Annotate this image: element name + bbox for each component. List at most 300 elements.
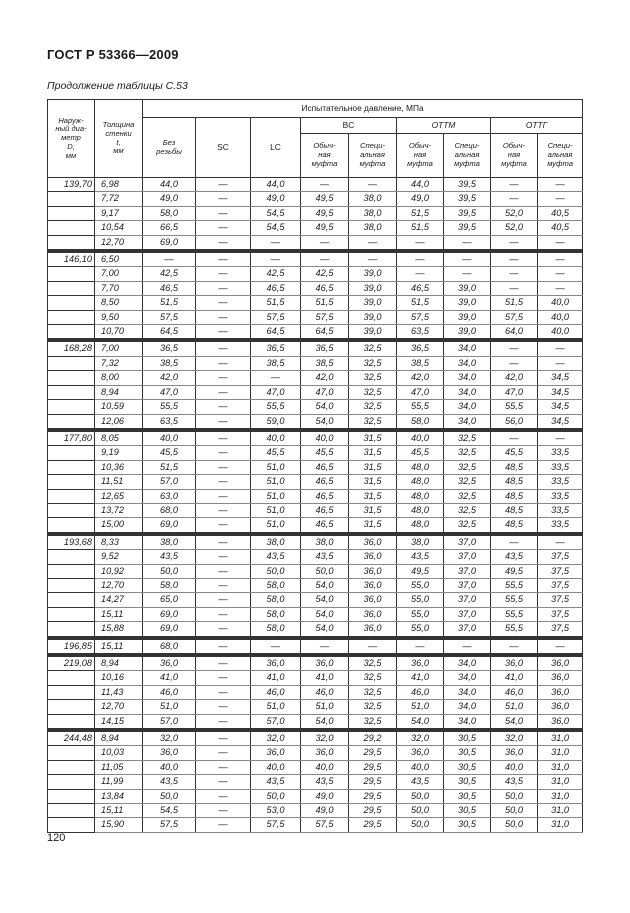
cell-wall-thickness: 11,05 <box>95 760 143 774</box>
cell-ottg-regular: 55,5 <box>491 578 538 592</box>
cell-wall-thickness: 12,70 <box>95 578 143 592</box>
cell-no-thread: 57,5 <box>143 310 196 324</box>
cell-wall-thickness: 10,03 <box>95 746 143 760</box>
cell-bc-special: 29,5 <box>349 804 397 818</box>
cell-ottg-special: — <box>538 638 583 655</box>
cell-ottm-regular: 51,5 <box>397 206 444 220</box>
cell-ottm-regular: 40,0 <box>397 430 444 446</box>
cell-ottg-special: 37,5 <box>538 622 583 638</box>
table-row <box>48 310 583 324</box>
header-outer-diameter: Наруж- ный диа- метр D, мм <box>48 100 95 178</box>
cell-ottm-regular: 36,0 <box>397 746 444 760</box>
cell-wall-thickness: 8,05 <box>95 430 143 446</box>
cell-ottm-regular: 40,0 <box>397 760 444 774</box>
table-row <box>48 804 583 818</box>
cell-ottg-regular: 48,5 <box>491 475 538 489</box>
cell-ottg-special: 36,0 <box>538 655 583 671</box>
cell-ottg-regular: — <box>491 192 538 206</box>
cell-bc-regular: 46,5 <box>301 518 349 534</box>
header-ottg-special: Специ- альная муфта <box>538 134 583 178</box>
header-bc-special: Специ- альная муфта <box>349 134 397 178</box>
cell-bc-special: 32,5 <box>349 340 397 356</box>
cell-outer-diameter <box>48 356 95 370</box>
cell-ottm-regular: — <box>397 251 444 267</box>
cell-ottm-special: — <box>444 267 491 281</box>
table-row <box>48 503 583 517</box>
header-bc-regular: Обыч- ная муфта <box>301 134 349 178</box>
cell-ottg-regular: 41,0 <box>491 671 538 685</box>
cell-sc: — <box>196 746 251 760</box>
cell-bc-special: — <box>349 178 397 192</box>
cell-outer-diameter <box>48 325 95 341</box>
cell-ottg-special: 37,5 <box>538 550 583 564</box>
cell-bc-special: 32,5 <box>349 700 397 714</box>
cell-wall-thickness: 7,00 <box>95 267 143 281</box>
cell-sc: — <box>196 789 251 803</box>
cell-ottg-special: 40,0 <box>538 310 583 324</box>
page-number: 120 <box>47 832 66 844</box>
table-row <box>48 622 583 638</box>
cell-ottm-regular: 43,5 <box>397 550 444 564</box>
cell-bc-special: 36,0 <box>349 607 397 621</box>
cell-bc-special: 39,0 <box>349 296 397 310</box>
cell-ottg-regular: 50,0 <box>491 818 538 832</box>
cell-ottg-regular: 32,0 <box>491 730 538 746</box>
cell-ottm-special: 34,0 <box>444 685 491 699</box>
cell-wall-thickness: 10,36 <box>95 460 143 474</box>
cell-ottm-special: 34,0 <box>444 671 491 685</box>
table-row <box>48 564 583 578</box>
cell-no-thread: 69,0 <box>143 622 196 638</box>
cell-bc-regular: 46,5 <box>301 281 349 295</box>
cell-lc: 36,0 <box>251 655 301 671</box>
cell-lc: — <box>251 638 301 655</box>
cell-ottg-special: 34,5 <box>538 400 583 414</box>
cell-no-thread: 57,0 <box>143 475 196 489</box>
cell-ottg-special: 31,0 <box>538 775 583 789</box>
cell-outer-diameter <box>48 714 95 730</box>
cell-no-thread: 36,0 <box>143 655 196 671</box>
header-bc: BC <box>301 118 397 134</box>
cell-ottm-regular: 36,0 <box>397 655 444 671</box>
cell-bc-special: 36,0 <box>349 593 397 607</box>
cell-ottm-regular: 38,5 <box>397 356 444 370</box>
cell-sc: — <box>196 206 251 220</box>
cell-lc: 40,0 <box>251 760 301 774</box>
cell-wall-thickness: 12,70 <box>95 235 143 251</box>
cell-bc-regular: 54,0 <box>301 593 349 607</box>
cell-sc: — <box>196 460 251 474</box>
cell-bc-regular: 43,5 <box>301 550 349 564</box>
table-row <box>48 671 583 685</box>
cell-bc-regular: — <box>301 178 349 192</box>
cell-no-thread: 45,5 <box>143 446 196 460</box>
cell-ottg-regular: 52,0 <box>491 206 538 220</box>
cell-no-thread: 43,5 <box>143 550 196 564</box>
cell-ottg-special: 37,5 <box>538 578 583 592</box>
cell-ottm-special: — <box>444 251 491 267</box>
document-standard-title: ГОСТ Р 53366—2009 <box>47 47 179 62</box>
cell-sc: — <box>196 475 251 489</box>
cell-ottm-special: 39,0 <box>444 325 491 341</box>
cell-ottg-regular: 40,0 <box>491 760 538 774</box>
cell-bc-regular: 43,5 <box>301 775 349 789</box>
cell-sc: — <box>196 221 251 235</box>
cell-outer-diameter <box>48 235 95 251</box>
cell-ottg-regular: 42,0 <box>491 371 538 385</box>
cell-no-thread: 66,5 <box>143 221 196 235</box>
cell-ottm-special: 30,5 <box>444 775 491 789</box>
cell-wall-thickness: 14,27 <box>95 593 143 607</box>
cell-ottg-regular: 48,5 <box>491 460 538 474</box>
cell-ottm-special: 37,0 <box>444 550 491 564</box>
cell-ottg-special: — <box>538 356 583 370</box>
cell-sc: — <box>196 489 251 503</box>
cell-lc: 32,0 <box>251 730 301 746</box>
cell-outer-diameter <box>48 192 95 206</box>
cell-no-thread: 57,0 <box>143 714 196 730</box>
cell-lc: 54,5 <box>251 221 301 235</box>
cell-ottg-regular: 56,0 <box>491 414 538 430</box>
cell-lc: 36,5 <box>251 340 301 356</box>
cell-ottg-special: 40,5 <box>538 221 583 235</box>
cell-wall-thickness: 7,72 <box>95 192 143 206</box>
cell-sc: — <box>196 607 251 621</box>
cell-lc: 51,0 <box>251 503 301 517</box>
cell-ottm-special: 34,0 <box>444 414 491 430</box>
cell-no-thread: 40,0 <box>143 760 196 774</box>
cell-bc-special: 39,0 <box>349 310 397 324</box>
cell-bc-special: 32,5 <box>349 655 397 671</box>
cell-wall-thickness: 15,11 <box>95 638 143 655</box>
table-row <box>48 685 583 699</box>
cell-ottm-regular: 51,5 <box>397 296 444 310</box>
cell-ottm-regular: 50,0 <box>397 818 444 832</box>
cell-ottm-special: 37,0 <box>444 578 491 592</box>
cell-ottm-special: 37,0 <box>444 534 491 550</box>
table-row <box>48 296 583 310</box>
cell-wall-thickness: 7,00 <box>95 340 143 356</box>
cell-outer-diameter <box>48 607 95 621</box>
table-row <box>48 267 583 281</box>
cell-ottg-regular: 45,5 <box>491 446 538 460</box>
cell-no-thread: 40,0 <box>143 430 196 446</box>
cell-sc: — <box>196 235 251 251</box>
cell-sc: — <box>196 714 251 730</box>
cell-ottm-regular: 54,0 <box>397 714 444 730</box>
cell-ottg-special: 33,5 <box>538 489 583 503</box>
cell-ottg-special: 33,5 <box>538 446 583 460</box>
cell-bc-special: 29,2 <box>349 730 397 746</box>
cell-sc: — <box>196 281 251 295</box>
cell-no-thread: 42,0 <box>143 371 196 385</box>
cell-bc-regular: 54,0 <box>301 607 349 621</box>
cell-outer-diameter <box>48 414 95 430</box>
cell-bc-regular: 46,0 <box>301 685 349 699</box>
cell-ottg-regular: 36,0 <box>491 746 538 760</box>
cell-ottm-special: 34,0 <box>444 356 491 370</box>
table-row <box>48 430 583 446</box>
cell-wall-thickness: 9,52 <box>95 550 143 564</box>
cell-ottg-special: 31,0 <box>538 818 583 832</box>
cell-ottm-special: 34,0 <box>444 700 491 714</box>
cell-bc-regular: 45,5 <box>301 446 349 460</box>
cell-bc-regular: 47,0 <box>301 385 349 399</box>
cell-lc: 38,0 <box>251 534 301 550</box>
cell-ottm-regular: — <box>397 638 444 655</box>
cell-ottm-special: 34,0 <box>444 400 491 414</box>
cell-wall-thickness: 10,70 <box>95 325 143 341</box>
cell-wall-thickness: 15,00 <box>95 518 143 534</box>
cell-lc: 51,5 <box>251 296 301 310</box>
cell-ottg-special: 40,5 <box>538 206 583 220</box>
cell-ottg-regular: — <box>491 251 538 267</box>
cell-wall-thickness: 7,70 <box>95 281 143 295</box>
cell-wall-thickness: 14,15 <box>95 714 143 730</box>
cell-no-thread: 58,0 <box>143 578 196 592</box>
cell-ottm-special: 32,5 <box>444 489 491 503</box>
cell-lc: 57,5 <box>251 818 301 832</box>
cell-wall-thickness: 15,11 <box>95 607 143 621</box>
cell-bc-special: 32,5 <box>349 356 397 370</box>
cell-no-thread: 51,5 <box>143 460 196 474</box>
cell-ottg-special: 34,5 <box>538 385 583 399</box>
cell-outer-diameter: 219,08 <box>48 655 95 671</box>
cell-bc-regular: 57,5 <box>301 310 349 324</box>
cell-outer-diameter: 244,48 <box>48 730 95 746</box>
cell-bc-regular: 54,0 <box>301 622 349 638</box>
cell-ottg-special: — <box>538 281 583 295</box>
cell-sc: — <box>196 818 251 832</box>
cell-lc: 59,0 <box>251 414 301 430</box>
cell-bc-special: 31,5 <box>349 489 397 503</box>
cell-no-thread: 47,0 <box>143 385 196 399</box>
cell-bc-regular: 46,5 <box>301 460 349 474</box>
cell-outer-diameter <box>48 760 95 774</box>
cell-bc-special: 32,5 <box>349 714 397 730</box>
cell-no-thread: 68,0 <box>143 638 196 655</box>
cell-ottm-regular: 44,0 <box>397 178 444 192</box>
cell-sc: — <box>196 775 251 789</box>
header-ottg-regular: Обыч- ная муфта <box>491 134 538 178</box>
cell-bc-regular: 54,0 <box>301 578 349 592</box>
cell-outer-diameter: 177,80 <box>48 430 95 446</box>
cell-ottm-special: 30,5 <box>444 789 491 803</box>
header-test-pressure: Испытательное давление, МПа <box>143 100 583 118</box>
table-row <box>48 235 583 251</box>
cell-bc-special: — <box>349 638 397 655</box>
table-row <box>48 714 583 730</box>
cell-ottg-special: 31,0 <box>538 789 583 803</box>
cell-sc: — <box>196 296 251 310</box>
table-row <box>48 730 583 746</box>
cell-ottm-regular: — <box>397 235 444 251</box>
cell-sc: — <box>196 685 251 699</box>
cell-bc-regular: — <box>301 638 349 655</box>
cell-lc: 41,0 <box>251 671 301 685</box>
cell-lc: 51,0 <box>251 700 301 714</box>
cell-ottm-regular: 43,5 <box>397 775 444 789</box>
table-row <box>48 446 583 460</box>
cell-ottg-regular: — <box>491 638 538 655</box>
cell-bc-special: — <box>349 251 397 267</box>
cell-bc-special: 32,5 <box>349 685 397 699</box>
cell-wall-thickness: 10,92 <box>95 564 143 578</box>
cell-bc-regular: 54,0 <box>301 714 349 730</box>
cell-bc-special: 31,5 <box>349 475 397 489</box>
cell-sc: — <box>196 385 251 399</box>
cell-ottm-regular: 38,0 <box>397 534 444 550</box>
table-row <box>48 371 583 385</box>
cell-lc: 53,0 <box>251 804 301 818</box>
cell-ottm-regular: 55,0 <box>397 578 444 592</box>
cell-lc: 40,0 <box>251 430 301 446</box>
cell-bc-regular: 41,0 <box>301 671 349 685</box>
cell-ottg-regular: 43,5 <box>491 775 538 789</box>
cell-wall-thickness: 11,51 <box>95 475 143 489</box>
cell-wall-thickness: 7,32 <box>95 356 143 370</box>
cell-no-thread: 32,0 <box>143 730 196 746</box>
cell-ottg-regular: 36,0 <box>491 655 538 671</box>
cell-sc: — <box>196 518 251 534</box>
cell-wall-thickness: 6,50 <box>95 251 143 267</box>
cell-bc-special: 38,0 <box>349 221 397 235</box>
cell-no-thread: 49,0 <box>143 192 196 206</box>
table-row <box>48 578 583 592</box>
cell-lc: 50,0 <box>251 789 301 803</box>
table-row <box>48 760 583 774</box>
cell-bc-regular: 36,5 <box>301 340 349 356</box>
cell-no-thread: 69,0 <box>143 235 196 251</box>
cell-ottm-regular: 42,0 <box>397 371 444 385</box>
cell-lc: 57,0 <box>251 714 301 730</box>
cell-outer-diameter <box>48 281 95 295</box>
header-wall-thickness: Толщина стенки t, мм <box>95 100 143 178</box>
cell-wall-thickness: 8,00 <box>95 371 143 385</box>
cell-lc: 58,0 <box>251 578 301 592</box>
cell-sc: — <box>196 371 251 385</box>
cell-bc-regular: 51,0 <box>301 700 349 714</box>
cell-wall-thickness: 11,99 <box>95 775 143 789</box>
cell-sc: — <box>196 267 251 281</box>
cell-outer-diameter <box>48 460 95 474</box>
cell-lc: 43,5 <box>251 550 301 564</box>
cell-bc-special: 31,5 <box>349 460 397 474</box>
cell-ottm-special: 34,0 <box>444 714 491 730</box>
cell-outer-diameter <box>48 446 95 460</box>
cell-ottm-regular: 46,0 <box>397 685 444 699</box>
cell-lc: 36,0 <box>251 746 301 760</box>
cell-bc-special: 32,5 <box>349 671 397 685</box>
cell-ottg-special: — <box>538 192 583 206</box>
cell-ottm-regular: 55,0 <box>397 622 444 638</box>
cell-outer-diameter <box>48 503 95 517</box>
cell-bc-special: 38,0 <box>349 206 397 220</box>
table-row <box>48 340 583 356</box>
cell-ottg-special: 40,0 <box>538 325 583 341</box>
cell-wall-thickness: 9,17 <box>95 206 143 220</box>
cell-bc-regular: 49,0 <box>301 789 349 803</box>
cell-ottm-special: 39,5 <box>444 192 491 206</box>
cell-no-thread: 51,0 <box>143 700 196 714</box>
cell-bc-special: 32,5 <box>349 371 397 385</box>
cell-ottm-special: — <box>444 235 491 251</box>
cell-outer-diameter <box>48 671 95 685</box>
cell-bc-regular: 50,0 <box>301 564 349 578</box>
cell-bc-special: — <box>349 235 397 251</box>
cell-lc: 50,0 <box>251 564 301 578</box>
cell-ottm-regular: 55,0 <box>397 593 444 607</box>
header-ottg: ОТТГ <box>491 118 583 134</box>
cell-ottm-special: 39,5 <box>444 221 491 235</box>
cell-bc-special: 31,5 <box>349 503 397 517</box>
cell-wall-thickness: 15,90 <box>95 818 143 832</box>
cell-lc: 44,0 <box>251 178 301 192</box>
cell-bc-regular: 49,5 <box>301 221 349 235</box>
cell-wall-thickness: 9,50 <box>95 310 143 324</box>
cell-lc: 54,5 <box>251 206 301 220</box>
cell-bc-special: 32,5 <box>349 385 397 399</box>
cell-ottg-regular: 50,0 <box>491 804 538 818</box>
cell-lc: 42,5 <box>251 267 301 281</box>
cell-ottg-special: — <box>538 267 583 281</box>
cell-bc-regular: 42,0 <box>301 371 349 385</box>
cell-wall-thickness: 8,33 <box>95 534 143 550</box>
cell-no-thread: 64,5 <box>143 325 196 341</box>
cell-ottg-regular: 48,5 <box>491 503 538 517</box>
cell-ottg-special: 37,5 <box>538 593 583 607</box>
cell-bc-regular: 54,0 <box>301 414 349 430</box>
cell-ottm-special: 34,0 <box>444 371 491 385</box>
cell-ottm-regular: 63,5 <box>397 325 444 341</box>
cell-ottg-special: — <box>538 235 583 251</box>
cell-ottm-special: 32,5 <box>444 446 491 460</box>
cell-ottm-regular: 57,5 <box>397 310 444 324</box>
table-row <box>48 655 583 671</box>
cell-no-thread: — <box>143 251 196 267</box>
cell-outer-diameter <box>48 775 95 789</box>
cell-ottm-special: 30,5 <box>444 818 491 832</box>
cell-no-thread: 41,0 <box>143 671 196 685</box>
cell-bc-regular: 36,0 <box>301 746 349 760</box>
cell-no-thread: 44,0 <box>143 178 196 192</box>
cell-ottg-regular: — <box>491 534 538 550</box>
cell-bc-special: 36,0 <box>349 550 397 564</box>
cell-lc: 64,5 <box>251 325 301 341</box>
cell-ottm-special: 32,5 <box>444 475 491 489</box>
table-row <box>48 221 583 235</box>
cell-ottg-regular: — <box>491 178 538 192</box>
cell-ottm-regular: 45,5 <box>397 446 444 460</box>
cell-lc: 51,0 <box>251 489 301 503</box>
cell-ottm-regular: 50,0 <box>397 804 444 818</box>
cell-lc: 38,5 <box>251 356 301 370</box>
cell-bc-regular: 42,5 <box>301 267 349 281</box>
cell-wall-thickness: 8,94 <box>95 730 143 746</box>
cell-ottm-special: 32,5 <box>444 460 491 474</box>
cell-outer-diameter <box>48 296 95 310</box>
cell-bc-special: 36,0 <box>349 578 397 592</box>
cell-lc: 51,0 <box>251 475 301 489</box>
cell-bc-regular: 49,5 <box>301 192 349 206</box>
cell-no-thread: 38,0 <box>143 534 196 550</box>
cell-ottg-regular: 55,5 <box>491 400 538 414</box>
cell-bc-regular: 46,5 <box>301 489 349 503</box>
cell-ottg-special: 31,0 <box>538 760 583 774</box>
cell-ottm-regular: 50,0 <box>397 789 444 803</box>
cell-ottg-special: 34,5 <box>538 371 583 385</box>
table-row <box>48 534 583 550</box>
